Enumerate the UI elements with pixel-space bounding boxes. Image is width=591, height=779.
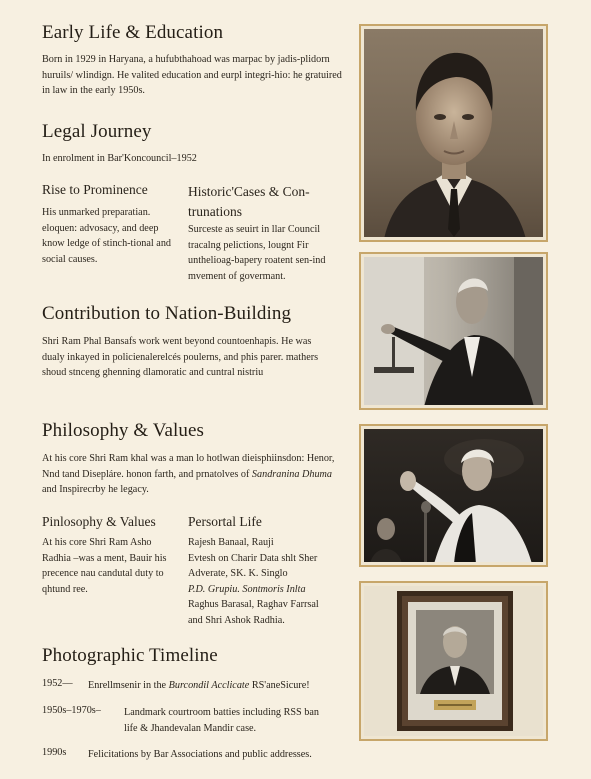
memorial-frame-illustration bbox=[364, 586, 543, 736]
legal-journey-intro: In enrolment in Bar'Koncouncil–1952 bbox=[42, 153, 197, 164]
personal-line: P.D. Grupiu. Sontmoris Inlta bbox=[188, 583, 306, 595]
timeline-year: 1950s–1970s– bbox=[42, 705, 101, 716]
advocate-speaking-illustration bbox=[364, 257, 543, 405]
timeline-text-part: Enrellmsenir in the bbox=[88, 680, 169, 691]
address-photo bbox=[359, 424, 548, 567]
personal-life-heading: Persortal Life bbox=[188, 514, 262, 529]
personal-line: Evtesh on Charir Data shlt Sher bbox=[188, 552, 318, 564]
personal-line: Adverate, SK. K. Singlo bbox=[188, 568, 288, 579]
rise-heading: Rise to Prominence bbox=[42, 182, 148, 197]
personal-line: Raghus Barasal, Raghav Farrsal bbox=[188, 599, 319, 610]
cases-body: Surceste as seuirt in llar Council tracalng pelictions, lougnt Fir unthelioag-bapery roatent sen-ind mvement of govermant. bbox=[188, 224, 326, 282]
philosophy-body-emphasis: Sandranina Dhuma bbox=[251, 468, 333, 480]
portrait-photo bbox=[359, 24, 548, 242]
public-address-illustration bbox=[364, 429, 543, 562]
personal-line: and Shri Ashok Radhia. bbox=[188, 614, 285, 626]
philosophy-body-part: At his core Shri Ram khal was a man lo hotlwan dieisphiinsdon: Henor, Nnd tand Disepláre. honon farth, and prnatolves of bbox=[42, 453, 335, 480]
personal-line: Rajesh Banaal, Rauji bbox=[188, 537, 274, 548]
legal-journey-heading: Legal Journey bbox=[42, 121, 152, 142]
timeline-text bbox=[88, 678, 348, 694]
timeline-text: Landmark courtroom batties including RSS ban life & Jhandevalan Mandir case. bbox=[124, 707, 319, 734]
timeline-year: 1990s bbox=[42, 747, 67, 758]
early-life-body: Born in 1929 in Haryana, a hufubthahoad was marpac by jadis-plidorn huruils/ wlindign. He valited education and eurpl integri-hio: he gratuired in law in the early 1950s. bbox=[42, 54, 342, 96]
philosophy-body-end: and Inspirecrby he legacy. bbox=[42, 484, 149, 495]
timeline-heading: Photographic Timeline bbox=[42, 645, 218, 666]
speech-photo bbox=[359, 252, 548, 410]
timeline-text-end: RS'aneSicure! bbox=[249, 680, 310, 691]
sub-philosophy-heading: Pinlosophy & Values bbox=[42, 514, 156, 529]
personal-life-list bbox=[188, 535, 358, 628]
timeline-text: Felicitations by Bar Associations and public addresses. bbox=[88, 749, 312, 760]
young-portrait-illustration bbox=[364, 29, 543, 237]
timeline-year: 1952–– bbox=[42, 678, 73, 689]
philosophy-body bbox=[42, 451, 342, 498]
timeline-row bbox=[42, 747, 352, 765]
sub-philosophy-body: At his core Shri Ram Asho Radhia –was a ment, Bauir his precence nau candutal duty to qhtund ree. bbox=[42, 537, 167, 595]
timeline-text-emphasis: Burcondil Acclicate bbox=[168, 680, 250, 691]
early-life-heading: Early Life & Education bbox=[42, 22, 224, 43]
framed-portrait-photo bbox=[359, 581, 548, 741]
nation-building-heading: Contribution to Nation-Building bbox=[42, 303, 292, 324]
timeline-row bbox=[42, 705, 342, 739]
rise-body: His unmarked preparatian. eloquen: advosacy, and deep know ledge of stinch-tional and social causes. bbox=[42, 207, 172, 265]
timeline-row bbox=[42, 678, 342, 696]
cases-heading: Historic'Cases & Con-trunations bbox=[188, 184, 310, 219]
philosophy-heading: Philosophy & Values bbox=[42, 420, 205, 441]
nation-building-body: Shri Ram Phal Bansafs work went beyond countoenhapis. He was dualy inkayed in policienalerelcés poulerns, and phis parer. mathers shoud stnceng ghenning dlamoratic and cuntral nistriu bbox=[42, 336, 319, 378]
